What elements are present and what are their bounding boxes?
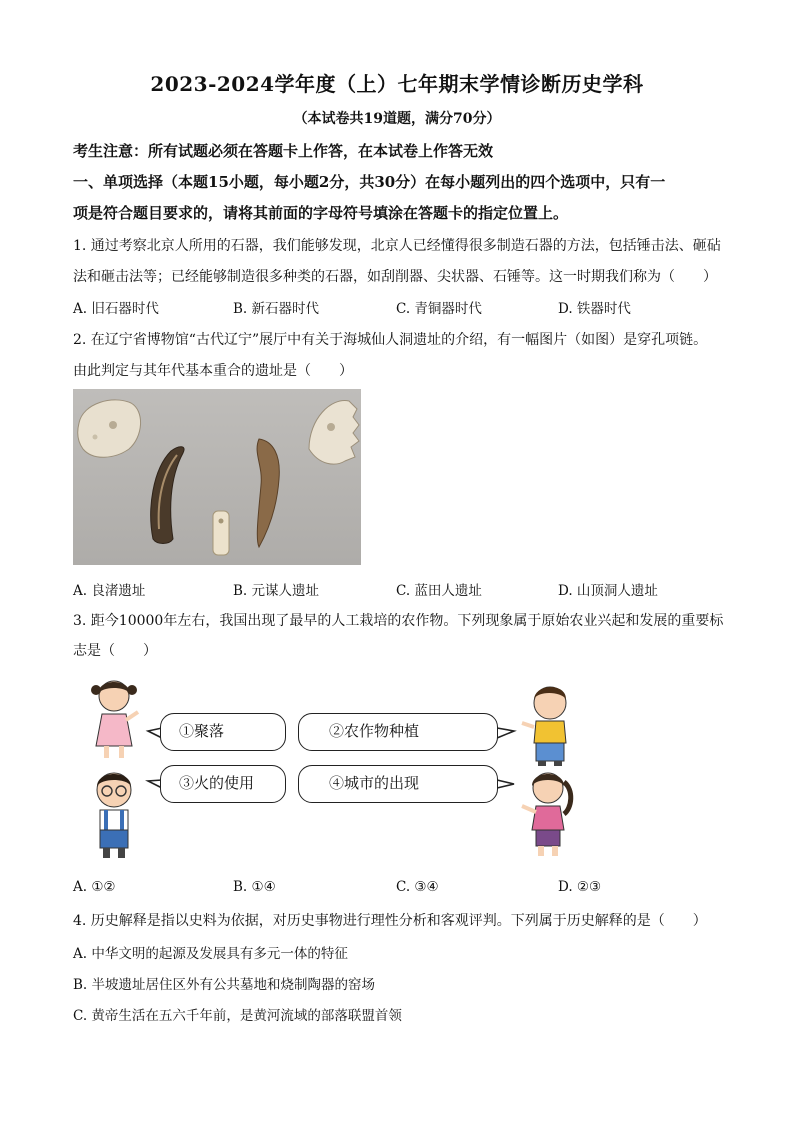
page-title: 2023-2024学年度（上）七年期末学情诊断历史学科 bbox=[150, 72, 644, 96]
question-2-line2: 由此判定与其年代基本重合的遗址是（ ） bbox=[73, 363, 353, 379]
question-4-line1: 4. 历史解释是指以史料为依据，对历史事物进行理性分析和客观评判。下列属于历史解释的是（ ） bbox=[73, 913, 707, 929]
question-3-option-b: B. ①④ bbox=[233, 879, 276, 895]
question-2-option-b: B. 元谋人遗址 bbox=[233, 583, 320, 599]
exam-notice: 考生注意：所有试题必须在答题卡上作答，在本试卷上作答无效 bbox=[73, 142, 494, 160]
question-1-option-d: D. 铁器时代 bbox=[558, 301, 631, 317]
necklace-artifacts-illustration bbox=[73, 389, 361, 565]
bubble-3 bbox=[160, 765, 286, 803]
question-1-line2: 法和砸击法等；已经能够制造很多种类的石器，如刮削器、尖状器、石锤等。这一时期我们称为（ ） bbox=[73, 269, 717, 285]
necklace-photo bbox=[73, 389, 361, 565]
section-heading-line2: 项是符合题目要求的，请将其前面的字母符号填涂在答题卡的指定位置上。 bbox=[73, 204, 569, 222]
question-2-option-d: D. 山顶洞人遗址 bbox=[558, 583, 658, 599]
question-3-option-a: A. ①② bbox=[73, 879, 116, 895]
bubble-3-label: ③火的使用 bbox=[179, 774, 255, 792]
boy-left-bottom-icon bbox=[86, 768, 142, 860]
question-4-option-a: A. 中华文明的起源及发展具有多元一体的特征 bbox=[73, 946, 348, 962]
question-3-option-d: D. ②③ bbox=[558, 879, 602, 895]
question-3-line2: 志是（ ） bbox=[73, 643, 157, 659]
question-4-option-c: C. 黄帝生活在五六千年前，是黄河流域的部落联盟首领 bbox=[73, 1008, 402, 1024]
question-1-option-b: B. 新石器时代 bbox=[233, 301, 320, 317]
girl-left-top-icon bbox=[88, 676, 140, 760]
question-1-option-c: C. 青铜器时代 bbox=[396, 301, 482, 317]
question-1-option-a: A. 旧石器时代 bbox=[73, 301, 159, 317]
question-2-line1: 2. 在辽宁省博物馆“古代辽宁”展厅中有关于海城仙人洞遗址的介绍，有一幅图片（如图）是穿孔项链。 bbox=[73, 332, 708, 348]
bubble-2-label: ②农作物种植 bbox=[329, 722, 420, 740]
question-4-option-b: B. 半坡遗址居住区外有公共墓地和烧制陶器的窑场 bbox=[73, 977, 376, 993]
question-3-line1: 3. 距今10000年左右，我国出现了最早的人工栽培的农作物。下列现象属于原始农业兴起和发展的重要标 bbox=[73, 613, 724, 629]
bubble-1-label: ①聚落 bbox=[179, 722, 225, 740]
question-1-line1: 1. 通过考察北京人所用的石器，我们能够发现，北京人已经懂得很多制造石器的方法，包括锤击法、砸砧 bbox=[73, 238, 721, 254]
section-heading-line1: 一、单项选择（本题15小题，每小题2分，共30分）在每小题列出的四个选项中，只有一 bbox=[73, 173, 666, 191]
girl-right-bottom-icon bbox=[518, 768, 574, 858]
page-subtitle: （本试卷共19道题，满分70分） bbox=[293, 111, 501, 127]
boy-right-top-icon bbox=[520, 683, 576, 767]
question-2-option-a: A. 良渚遗址 bbox=[73, 583, 146, 599]
bubble-4-label: ④城市的出现 bbox=[329, 774, 420, 792]
bubble-1 bbox=[160, 713, 286, 751]
question-3-option-c: C. ③④ bbox=[396, 879, 439, 895]
bubble-4 bbox=[298, 765, 498, 803]
question-2-option-c: C. 蓝田人遗址 bbox=[396, 583, 482, 599]
bubble-2 bbox=[298, 713, 498, 751]
